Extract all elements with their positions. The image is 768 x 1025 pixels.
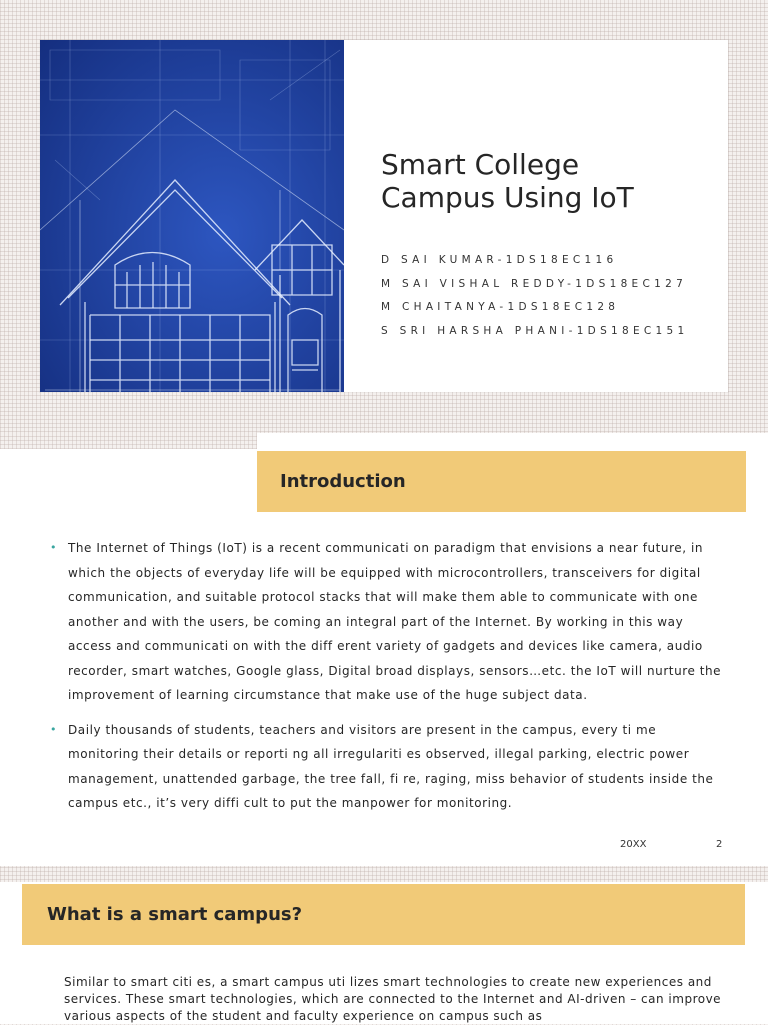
bullet-item: • Daily thousands of students, teachers and visitors are present in the campus, every ti me monitoring their details or reporti ng all irregulariti es observed, illegal parking, electric power management, unattended garbage, the tree fall, fi re, raging, miss behavior of students inside the campus etc., it’s very diffi cult to put the manpower for monitoring.	[48, 718, 728, 816]
author-item: M SAI VISHAL REDDY-1DS18EC127	[381, 277, 688, 290]
author-item: D SAI KUMAR-1DS18EC116	[381, 254, 618, 266]
page-number: 2	[716, 839, 723, 850]
title-line-1: Smart College	[381, 148, 580, 181]
presentation-title	[381, 148, 711, 214]
introduction-heading: Introduction	[257, 451, 746, 512]
bullet-item: • The Internet of Things (IoT) is a recent communicati on paradigm that envisions a near future, in which the objects of everyday life will be equipped with microcontrollers, transceivers for digital communication, and suitable protocol stacks that will make them able to communicate with one another and with the users, be coming an integral part of the Internet. By working in this way access and communicati on with the diff erent variety of gadgets and devices like camera, audio recorder, smart watches, Google glass, Digital broad displays, sensors…etc. the IoT will nurture the improvement of learning circumstance that make use of the huge subject data.	[48, 536, 728, 708]
house-blueprint-image	[40, 40, 344, 392]
introduction-bullets	[48, 536, 728, 826]
author-item: M CHAITANYA-1DS18EC128	[381, 301, 620, 313]
smart-campus-heading: What is a smart campus?	[22, 884, 745, 945]
smart-campus-slide	[0, 882, 768, 1024]
title-line-2: Campus Using IoT	[381, 181, 634, 214]
title-slide	[40, 40, 728, 392]
footer-date: 20XX	[620, 839, 647, 850]
author-list	[381, 252, 689, 346]
slide-background-pattern	[0, 433, 257, 449]
author-item: S SRI HARSHA PHANI-1DS18EC151	[381, 324, 689, 337]
smart-campus-text: Similar to smart citi es, a smart campus uti lizes smart technologies to create new experiences and services. These smart technologies, which are connected to the Internet and AI-driven – can improve various aspects of the student and faculty experience on campus such as	[64, 975, 722, 1023]
introduction-slide	[0, 433, 768, 866]
